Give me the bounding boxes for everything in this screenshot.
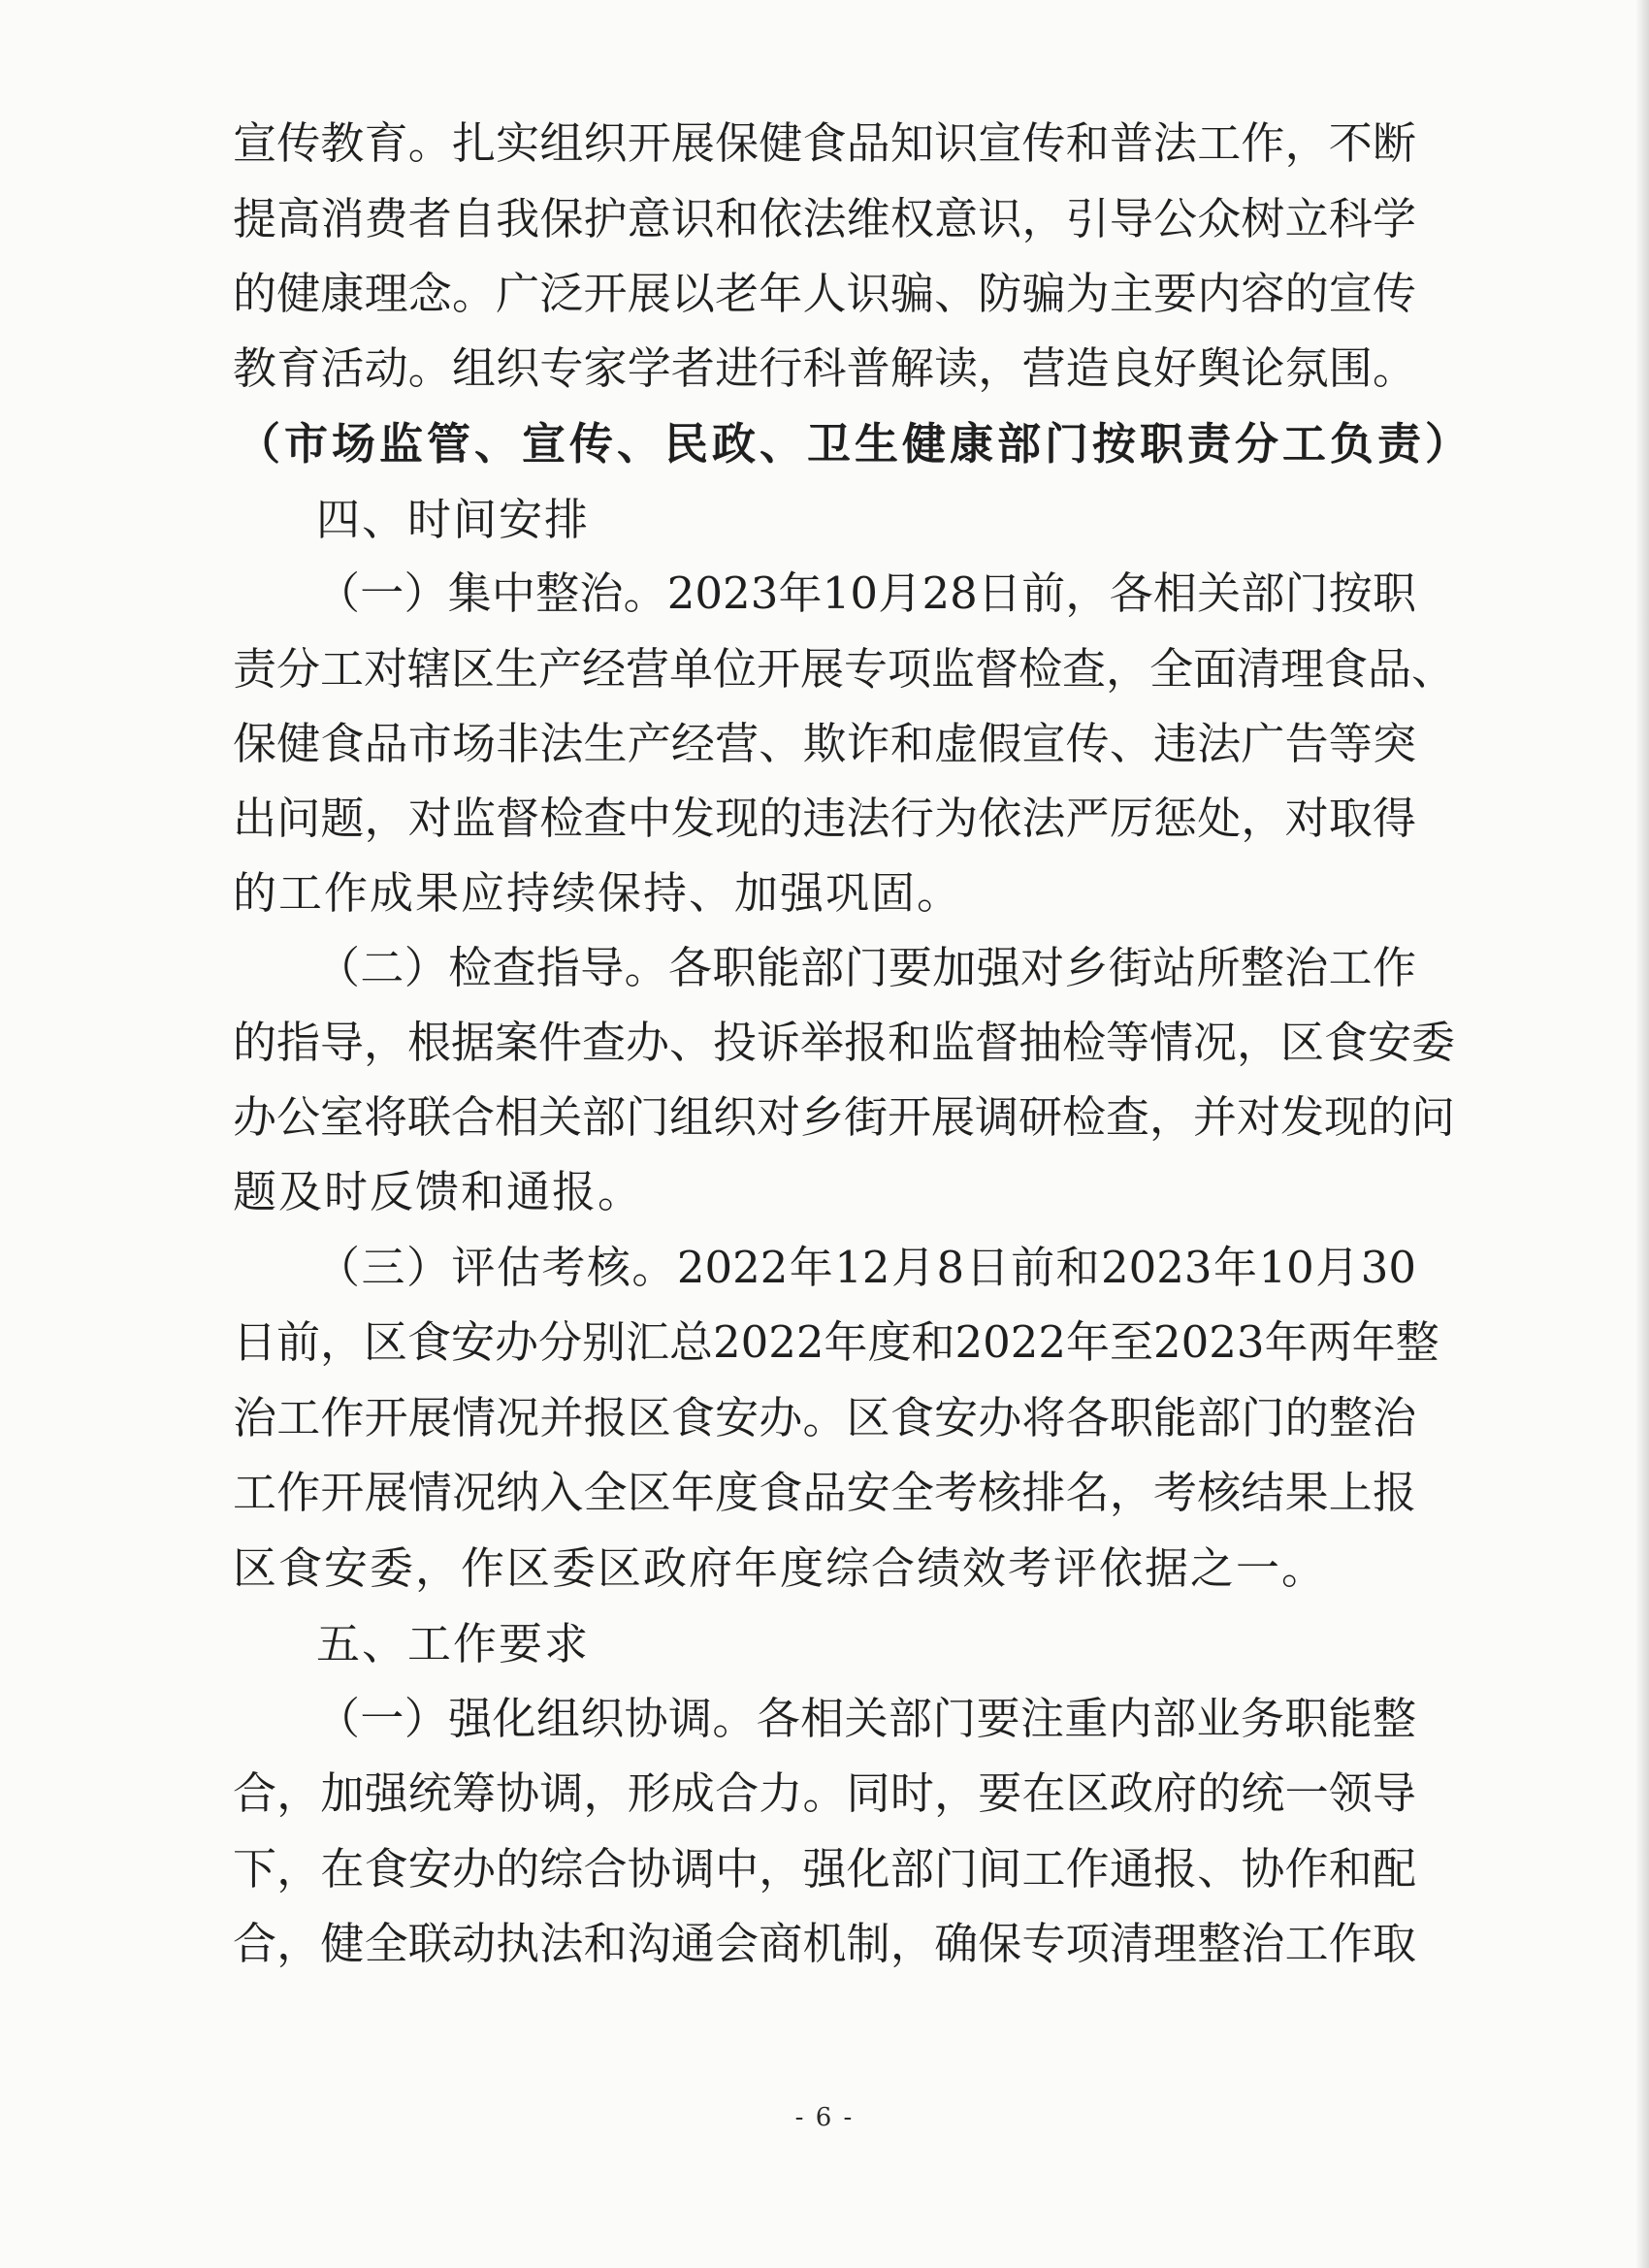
section-heading-5: 五、工作要求 xyxy=(316,1618,591,1669)
body-line-14: 办公室将联合相关部门组织对乡街开展调研检查，并对发现的问 xyxy=(233,1091,1456,1143)
body-line-24: 下，在食安办的综合协调中，强化部门间工作通报、协作和配 xyxy=(233,1843,1416,1895)
body-line-12: （二）检查指导。各职能部门要加强对乡街站所整治工作 xyxy=(316,942,1416,993)
body-line-4: 教育活动。组织专家学者进行科普解读，营造良好舆论氛围。 xyxy=(233,342,1416,394)
body-line-2: 提高消费者自我保护意识和依法维权意识，引导公众树立科学 xyxy=(233,193,1416,244)
body-line-8: 责分工对辖区生产经营单位开展专项监督检查，全面清理食品、 xyxy=(233,643,1456,695)
body-line-16: （三）评估考核。2022年12月8日前和2023年10月30 xyxy=(316,1242,1416,1293)
body-line-7: （一）集中整治。2023年10月28日前，各相关部门按职 xyxy=(316,567,1416,619)
section-heading-4: 四、时间安排 xyxy=(316,494,591,545)
body-line-25: 合，健全联动执法和沟通会商机制，确保专项清理整治工作取 xyxy=(233,1918,1416,1969)
body-line-11: 的工作成果应持续保持、加强巩固。 xyxy=(233,867,963,919)
body-line-13: 的指导，根据案件查办、投诉举报和监督抽检等情况，区食安委 xyxy=(233,1017,1456,1068)
body-line-23: 合，加强统筹协调，形成合力。同时，要在区政府的统一领导 xyxy=(233,1767,1416,1819)
body-line-9: 保健食品市场非法生产经营、欺诈和虚假宣传、违法广告等突 xyxy=(233,718,1416,769)
responsibility-note: （市场监管、宣传、民政、卫生健康部门按职责分工负责） xyxy=(237,418,1473,470)
page-number: - 6 - xyxy=(794,2103,855,2132)
body-line-22: （一）强化组织协调。各相关部门要注重内部业务职能整 xyxy=(316,1693,1416,1744)
body-line-17: 日前，区食安办分别汇总2022年度和2022年至2023年两年整 xyxy=(233,1316,1439,1368)
body-line-19: 工作开展情况纳入全区年度食品安全考核排名，考核结果上报 xyxy=(233,1467,1416,1518)
body-line-1: 宣传教育。扎实组织开展保健食品知识宣传和普法工作，不断 xyxy=(233,117,1416,169)
body-line-3: 的健康理念。广泛开展以老年人识骗、防骗为主要内容的宣传 xyxy=(233,268,1416,319)
body-line-10: 出问题，对监督检查中发现的违法行为依法严厉惩处，对取得 xyxy=(233,793,1416,844)
body-line-18: 治工作开展情况并报区食安办。区食安办将各职能部门的整治 xyxy=(233,1392,1416,1443)
page-edge-shadow xyxy=(1635,0,1649,2268)
body-line-15: 题及时反馈和通报。 xyxy=(233,1166,644,1217)
body-line-20: 区食安委，作区委区政府年度综合绩效考评依据之一。 xyxy=(233,1542,1328,1594)
